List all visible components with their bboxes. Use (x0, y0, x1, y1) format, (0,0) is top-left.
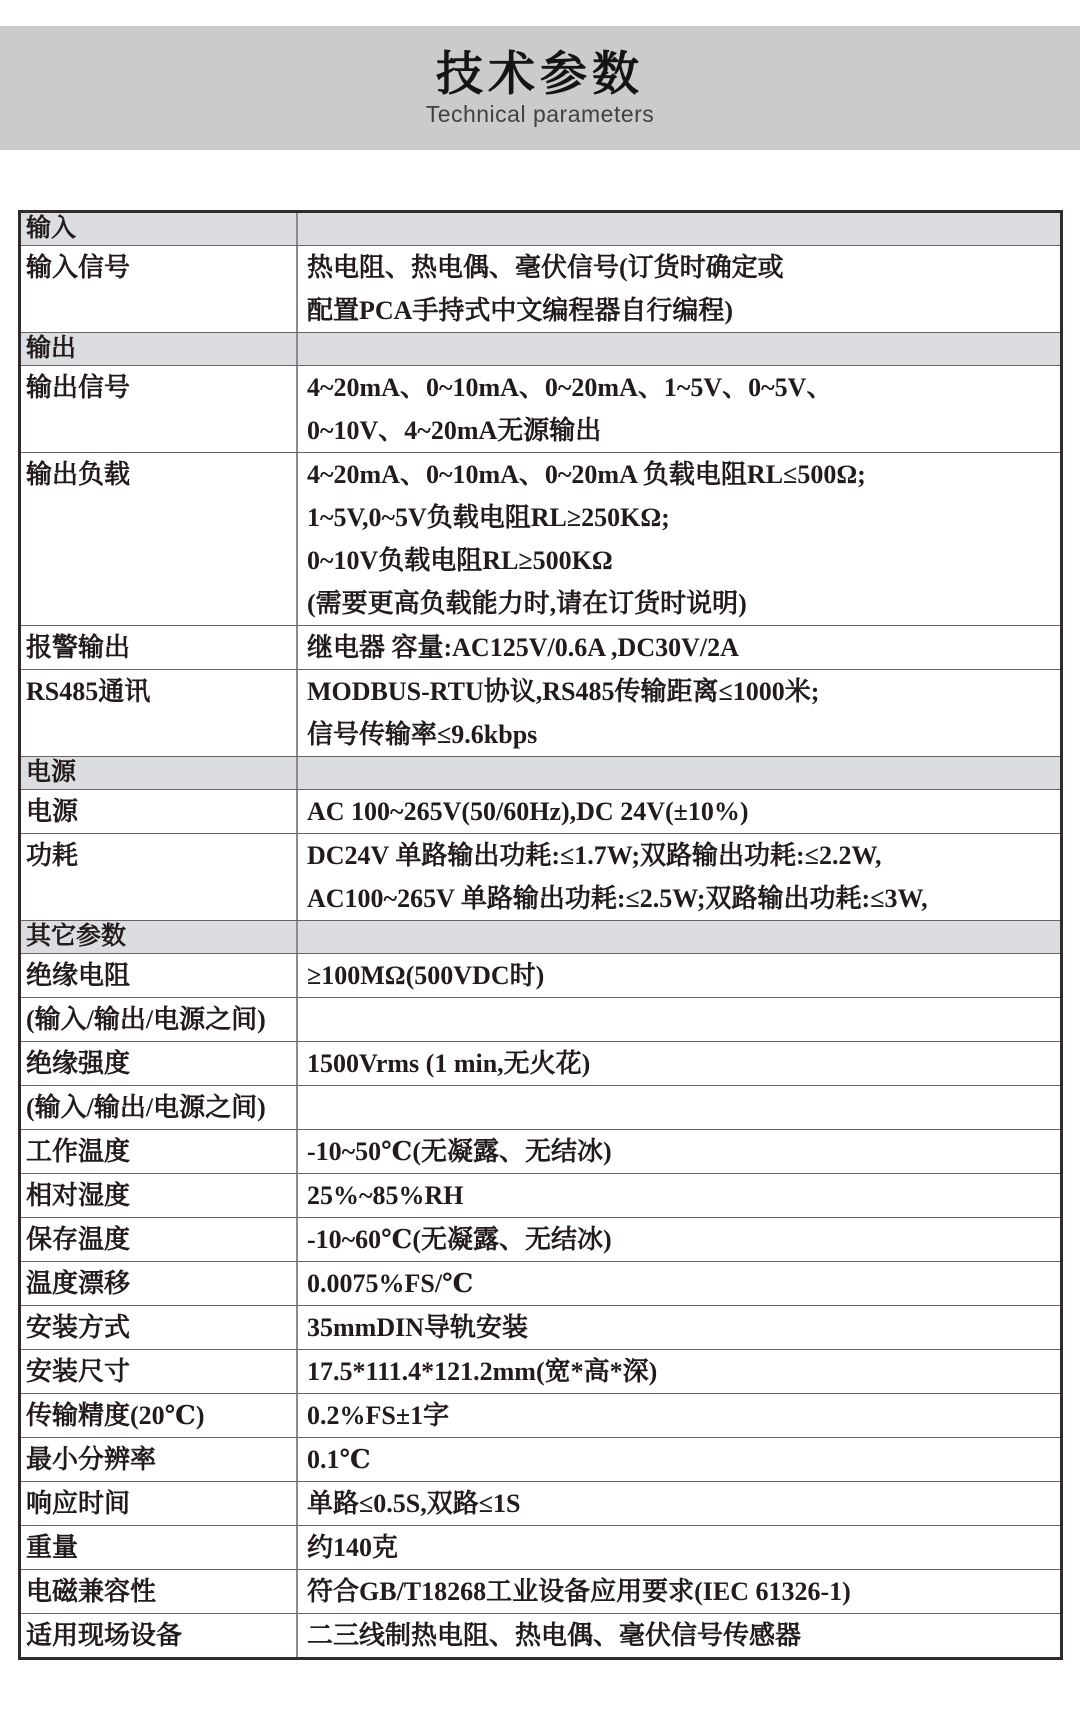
row-label: 绝缘强度 (21, 1042, 298, 1085)
row-value (298, 213, 1060, 245)
table-row (21, 1481, 1060, 1525)
row-label: 安装尺寸 (21, 1350, 298, 1393)
value-line: 0.0075%FS/℃ (307, 1269, 474, 1298)
spec-table (18, 210, 1063, 1660)
value-line: 0~10V负载电阻RL≥500KΩ (307, 546, 613, 575)
row-value (298, 246, 1060, 332)
row-value (298, 1174, 1060, 1217)
value-line: DC24V 单路输出功耗:≤1.7W;双路输出功耗:≤2.2W, (307, 841, 882, 870)
value-line: -10~50℃(无凝露、无结冰) (307, 1137, 612, 1166)
row-label: 传输精度(20℃) (21, 1394, 298, 1437)
row-label: 重量 (21, 1526, 298, 1569)
row-label: 输入信号 (21, 246, 298, 332)
row-label: (输入/输出/电源之间) (21, 1086, 298, 1129)
value-line: 17.5*111.4*121.2mm(宽*高*深) (307, 1357, 658, 1386)
row-value (298, 626, 1060, 669)
row-value (298, 998, 1060, 1041)
value-line: ≥100MΩ(500VDC时) (307, 961, 545, 990)
table-row (21, 997, 1060, 1041)
row-value (298, 1482, 1060, 1525)
table-row (21, 365, 1060, 452)
row-label: 输出 (21, 333, 298, 365)
section-row (21, 213, 1060, 245)
table-row (21, 1525, 1060, 1569)
value-line: 0~10V、4~20mA无源输出 (307, 416, 602, 445)
row-value (298, 366, 1060, 452)
section-row (21, 332, 1060, 365)
row-label: 适用现场设备 (21, 1614, 298, 1657)
table-row (21, 1129, 1060, 1173)
table-row (21, 789, 1060, 833)
row-value (298, 1262, 1060, 1305)
row-label: 绝缘电阻 (21, 954, 298, 997)
table-row (21, 1085, 1060, 1129)
table-row (21, 1305, 1060, 1349)
row-value (298, 954, 1060, 997)
page-header (0, 26, 1080, 150)
table-row (21, 1041, 1060, 1085)
value-line (307, 998, 1060, 1041)
table-row (21, 833, 1060, 920)
row-value (298, 1218, 1060, 1261)
row-value (298, 333, 1060, 365)
row-label: 报警输出 (21, 626, 298, 669)
value-line: -10~60℃(无凝露、无结冰) (307, 1225, 612, 1254)
value-line: MODBUS-RTU协议,RS485传输距离≤1000米; (307, 677, 820, 706)
row-value (298, 1526, 1060, 1569)
table-row (21, 1217, 1060, 1261)
row-value (298, 790, 1060, 833)
value-line: 0.2%FS±1字 (307, 1401, 450, 1430)
row-label: 安装方式 (21, 1306, 298, 1349)
page-subtitle: Technical parameters (425, 100, 655, 127)
value-line: (需要更高负载能力时,请在订货时说明) (307, 589, 747, 618)
row-label: 功耗 (21, 834, 298, 920)
value-line: 4~20mA、0~10mA、0~20mA 负载电阻RL≤500Ω; (307, 460, 866, 489)
value-line: AC100~265V 单路输出功耗:≤2.5W;双路输出功耗:≤3W, (307, 884, 928, 913)
value-line: 25%~85%RH (307, 1181, 464, 1210)
row-label: 温度漂移 (21, 1262, 298, 1305)
row-label: RS485通讯 (21, 670, 298, 756)
row-label: 电磁兼容性 (21, 1570, 298, 1613)
value-line: 热电阻、热电偶、毫伏信号(订货时确定或 (307, 253, 784, 282)
value-line: 1~5V,0~5V负载电阻RL≥250KΩ; (307, 503, 670, 532)
row-value (298, 1350, 1060, 1393)
row-value (298, 1086, 1060, 1129)
row-label: 最小分辨率 (21, 1438, 298, 1481)
value-line (307, 1086, 1060, 1129)
value-line: 约140克 (307, 1533, 399, 1562)
row-label: 工作温度 (21, 1130, 298, 1173)
value-line: 单路≤0.5S,双路≤1S (307, 1489, 521, 1518)
table-row (21, 1261, 1060, 1305)
row-value (298, 1394, 1060, 1437)
table-row (21, 953, 1060, 997)
value-line: 符合GB/T18268工业设备应用要求(IEC 61326-1) (307, 1577, 851, 1606)
row-value (298, 1306, 1060, 1349)
table-row (21, 1569, 1060, 1613)
value-line: 信号传输率≤9.6kbps (307, 720, 538, 749)
value-line: 4~20mA、0~10mA、0~20mA、1~5V、0~5V、 (307, 373, 833, 402)
table-row (21, 1437, 1060, 1481)
value-line: 0.1℃ (307, 1445, 371, 1474)
table-row (21, 669, 1060, 756)
value-line: 35mmDIN导轨安装 (307, 1313, 528, 1342)
table-row (21, 625, 1060, 669)
page (0, 26, 1080, 1660)
page-title: 技术参数 (436, 47, 644, 101)
row-value (298, 1570, 1060, 1613)
row-value (298, 757, 1060, 789)
value-line: 继电器 容量:AC125V/0.6A ,DC30V/2A (307, 633, 739, 662)
section-row (21, 920, 1060, 953)
row-label: (输入/输出/电源之间) (21, 998, 298, 1041)
row-value (298, 1042, 1060, 1085)
section-row (21, 756, 1060, 789)
row-value (298, 1438, 1060, 1481)
row-label: 电源 (21, 757, 298, 789)
row-label: 响应时间 (21, 1482, 298, 1525)
table-row (21, 1393, 1060, 1437)
row-value (298, 1614, 1060, 1657)
row-label: 电源 (21, 790, 298, 833)
row-value (298, 1130, 1060, 1173)
value-line: AC 100~265V(50/60Hz),DC 24V(±10%) (307, 797, 749, 826)
row-label: 输出信号 (21, 366, 298, 452)
table-row (21, 1613, 1060, 1657)
table-row (21, 1173, 1060, 1217)
row-label: 相对湿度 (21, 1174, 298, 1217)
table-row (21, 452, 1060, 625)
value-line: 二三线制热电阻、热电偶、毫伏信号传感器 (307, 1621, 802, 1650)
row-label: 保存温度 (21, 1218, 298, 1261)
row-value (298, 834, 1060, 920)
table-row (21, 1349, 1060, 1393)
row-value (298, 453, 1060, 625)
table-row (21, 245, 1060, 332)
row-value (298, 921, 1060, 953)
row-label: 输出负载 (21, 453, 298, 625)
value-line: 1500Vrms (1 min,无火花) (307, 1049, 591, 1078)
row-label: 其它参数 (21, 921, 298, 953)
value-line: 配置PCA手持式中文编程器自行编程) (307, 296, 734, 325)
row-label: 输入 (21, 213, 298, 245)
row-value (298, 670, 1060, 756)
